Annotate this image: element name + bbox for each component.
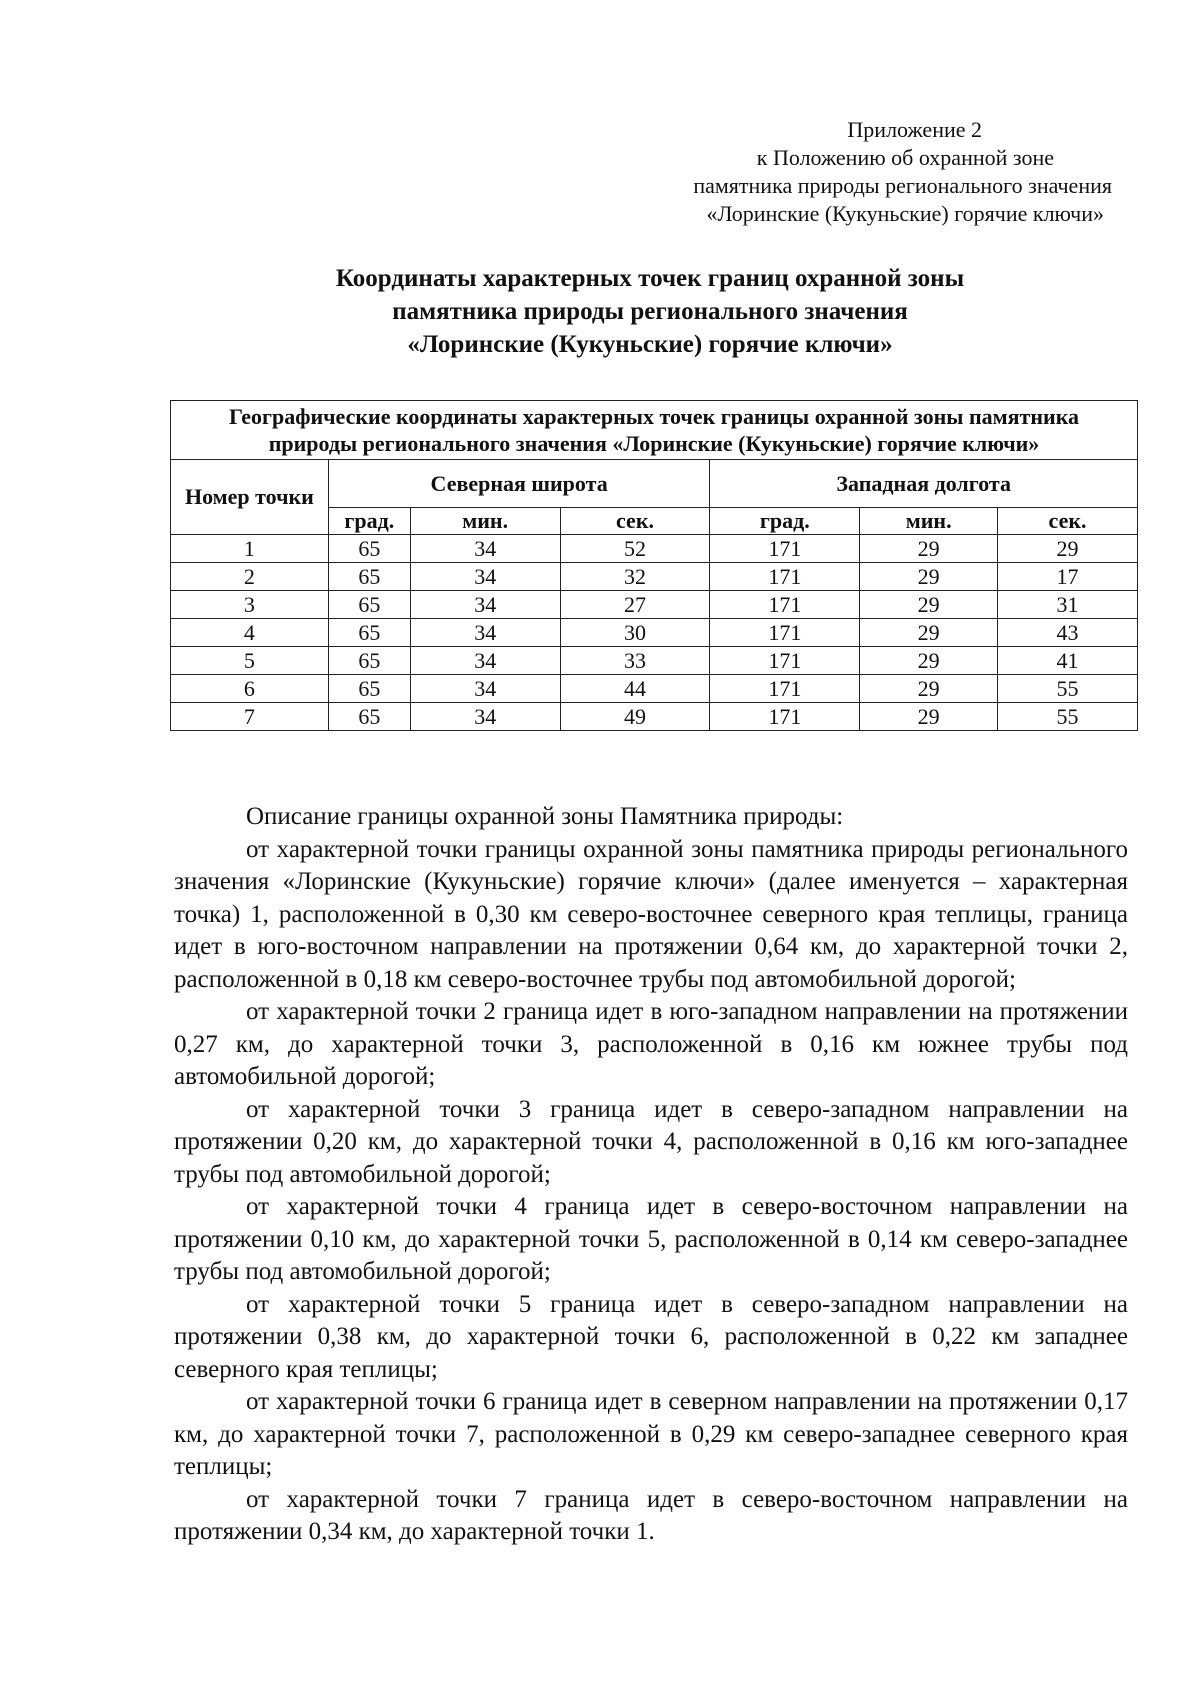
title-line-3: «Лоринские (Кукуньские) горячие ключи» [407,331,893,358]
table-cell: 34 [410,703,560,731]
table-cell: 17 [998,563,1138,591]
table-caption: Географические координаты характерных точек границы охранной зоны памятника природы регионального значения «Лоринские (Кукуньские) горячие ключи» [171,401,1138,460]
table-row [171,535,1138,563]
table-row [171,563,1138,591]
table-cell: 65 [328,535,410,563]
table-body [171,535,1138,731]
description-paragraphs [174,834,1128,1549]
lon-deg-header: град. [710,508,860,535]
point-number-header: Номер точки [171,460,329,535]
table-row [171,675,1138,703]
lat-deg-header: град. [328,508,410,535]
description-paragraph: от характерной точки 5 граница идет в северо-западном направлении на протяжении 0,38 км, до характерной точки 6, расположенной в 0,22 км западнее северного края теплицы; [174,1290,1128,1383]
description-paragraph: от характерной точки 6 граница идет в северном направлении на протяжении 0,17 км, до характерной точки 7, расположенной в 0,29 км северо-западнее северного края теплицы; [174,1388,1128,1480]
table-cell: 171 [710,535,860,563]
appendix-line-1: Приложение 2 [847,117,982,142]
table-cell: 33 [560,647,710,675]
description-lead: Описание границы охранной зоны Памятника природы: [246,803,844,830]
document-title [170,262,1130,361]
lat-min-header: мин. [410,508,560,535]
table-cell: 29 [860,563,998,591]
table-cell: 34 [410,647,560,675]
table-cell: 34 [410,591,560,619]
table-cell: 44 [560,675,710,703]
table-cell: 49 [560,703,710,731]
table-cell: 65 [328,591,410,619]
table-cell: 171 [710,563,860,591]
table-cell: 6 [171,675,329,703]
table-cell: 27 [560,591,710,619]
table-cell: 34 [410,535,560,563]
table-cell: 55 [998,703,1138,731]
description-paragraph: от характерной точки 7 граница идет в северо-восточном направлении на протяжении 0,34 км, до характерной точки 1. [174,1485,1128,1545]
table-cell: 29 [998,535,1138,563]
description-paragraph: от характерной точки границы охранной зоны памятника природы регионального значения «Лоринские (Кукуньские) горячие ключи» (далее именуется – характерная точка) 1, расположенной в 0,30 км северо-восточнее северного края теплицы, граница идет в юго-восточном направлении на протяжении 0,64 км, до характерной точки 2, расположенной в 0,18 км северо-восточнее трубы под автомобильной дорогой; [174,835,1128,993]
table-cell: 29 [860,619,998,647]
table-cell: 34 [410,619,560,647]
lon-min-header: мин. [860,508,998,535]
table-cell: 7 [171,703,329,731]
table-row [171,591,1138,619]
table-row [171,647,1138,675]
appendix-line-3: памятника природы регионального значения [693,173,1112,198]
table-cell: 32 [560,563,710,591]
lat-sec-header: сек. [560,508,710,535]
table-cell: 29 [860,591,998,619]
table-cell: 171 [710,591,860,619]
table-cell: 1 [171,535,329,563]
description-paragraph: от характерной точки 4 граница идет в северо-восточном направлении на протяжении 0,10 км, до характерной точки 5, расположенной в 0,14 км северо-западнее трубы под автомобильной дорогой; [174,1193,1128,1285]
coordinates-table [170,400,1138,731]
table-cell: 30 [560,619,710,647]
table-cell: 4 [171,619,329,647]
table-cell: 29 [860,535,998,563]
table-cell: 171 [710,675,860,703]
table-cell: 52 [560,535,710,563]
north-latitude-header: Северная широта [328,460,710,508]
appendix-line-2: к Положению об охранной зоне [756,145,1054,170]
table-cell: 171 [710,703,860,731]
table-cell: 171 [710,619,860,647]
appendix-header [592,116,1112,228]
title-line-1: Координаты характерных точек границ охранной зоны [335,265,965,292]
west-longitude-header: Западная долгота [710,460,1138,508]
table-cell: 29 [860,675,998,703]
description-paragraph: от характерной точки 2 граница идет в юго-западном направлении на протяжении 0,27 км, до характерной точки 3, расположенной в 0,16 км южнее трубы под автомобильной дорогой; [174,998,1128,1090]
table-cell: 2 [171,563,329,591]
table-cell: 171 [710,647,860,675]
table-cell: 5 [171,647,329,675]
table-cell: 55 [998,675,1138,703]
table-cell: 65 [328,619,410,647]
title-line-2: памятника природы регионального значения [392,298,908,325]
table-row [171,619,1138,647]
table-cell: 34 [410,675,560,703]
table-cell: 29 [860,647,998,675]
table-cell: 29 [860,703,998,731]
table-cell: 41 [998,647,1138,675]
table-cell: 65 [328,703,410,731]
lon-sec-header: сек. [998,508,1138,535]
description-paragraph: от характерной точки 3 граница идет в северо-западном направлении на протяжении 0,20 км, до характерной точки 4, расположенной в 0,16 км юго-западнее трубы под автомобильной дорогой; [174,1095,1128,1188]
table-cell: 43 [998,619,1138,647]
table-cell: 31 [998,591,1138,619]
table-cell: 34 [410,563,560,591]
table-row [171,703,1138,731]
table-cell: 65 [328,675,410,703]
boundary-description [174,801,1128,1549]
table-cell: 3 [171,591,329,619]
table-cell: 65 [328,563,410,591]
appendix-line-4: «Лоринские (Кукуньские) горячие ключи» [706,201,1104,226]
table-cell: 65 [328,647,410,675]
